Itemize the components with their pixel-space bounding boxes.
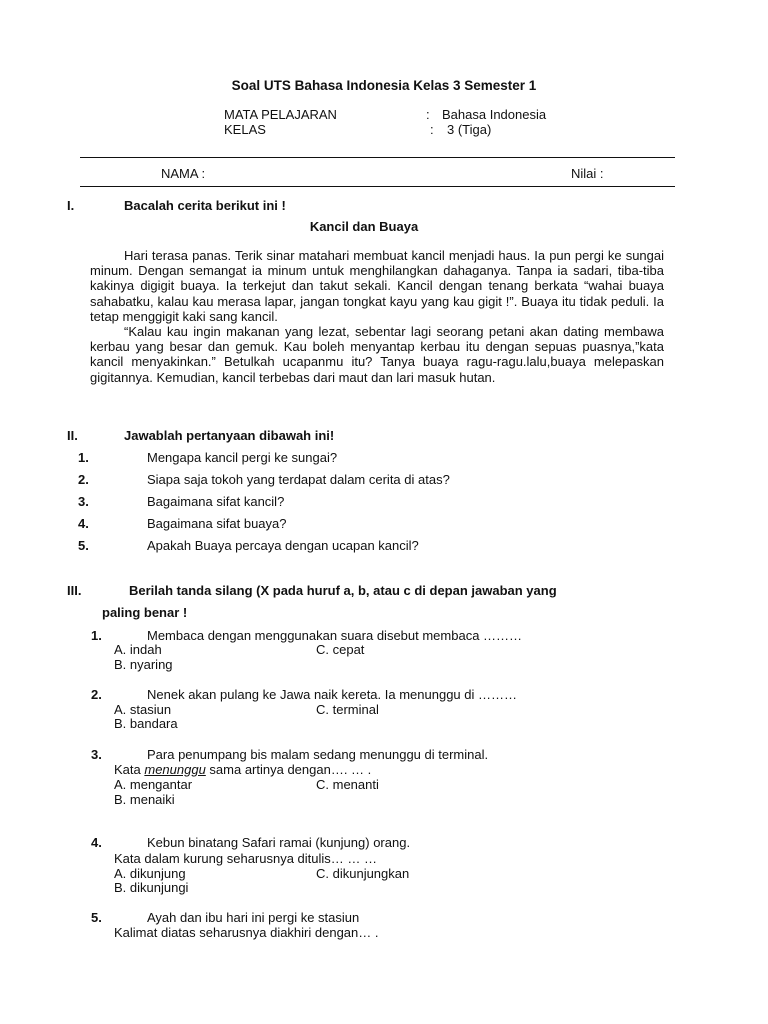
mc-question-number: 2. [91,687,102,702]
story-paragraph-2: “Kalau kau ingin makanan yang lezat, sebentar lagi seorang petani akan dating membawa kerbau yang besar dan gemuk. Kau boleh menyantap kerbau itu dengan sepuas puasnya,”kata kancil menyakinkan.” Betulkah ucapanmu itu? Tanya buaya ragu-ragu.lalu,buaya melepaskan gigitannya. Kemudian, kancil terbebas dari maut dan lari masuk hutan. [90,324,664,385]
class-value: 3 (Tiga) [447,122,492,137]
subject-value: Bahasa Indonesia [442,107,547,122]
score-field-label: Nilai : [571,166,604,181]
mc-option-c: C. dikunjungkan [316,866,410,881]
mc-option-b: B. bandara [114,716,178,731]
document-title: Soal UTS Bahasa Indonesia Kelas 3 Semester 1 [231,78,537,93]
mc-question-text: Kebun binatang Safari ramai (kunjung) orang. [147,835,411,850]
section3-instruction-line2: paling benar ! [102,605,188,620]
name-field-label: NAMA : [161,166,206,181]
subject-separator: : [426,107,430,122]
essay-question-text: Bagaimana sifat kancil? [147,494,285,509]
essay-question-number: 2. [78,472,89,487]
mc-option-c: C. terminal [316,702,379,717]
mc-question-number: 1. [91,628,102,643]
mc-question-text: Nenek akan pulang ke Jawa naik kereta. Ia menunggu di ……… [147,687,517,702]
section2-instruction: Jawablah pertanyaan dibawah ini! [124,428,335,443]
mc-question-number: 3. [91,747,102,762]
subtext-suffix: sama artinya dengan…. … . [205,762,372,777]
mc-question-subtext: Kalimat diatas seharusnya diakhiri dengan… . [114,925,379,940]
essay-question-number: 4. [78,516,89,531]
mc-option-a: A. stasiun [114,702,172,717]
section2-number: II. [67,428,78,443]
mc-option-b: B. nyaring [114,657,173,672]
subtext-prefix: Kata [114,762,145,777]
class-label: KELAS [224,122,266,137]
divider-top [80,157,675,158]
mc-option-c: C. menanti [316,777,379,792]
mc-question-number: 4. [91,835,102,850]
class-separator: : [430,122,434,137]
mc-question-text: Ayah dan ibu hari ini pergi ke stasiun [147,910,360,925]
subject-label: MATA PELAJARAN [224,107,337,122]
mc-option-b: B. menaiki [114,792,175,807]
essay-question-text: Mengapa kancil pergi ke sungai? [147,450,338,465]
section3-instruction-line1: Berilah tanda silang (X pada huruf a, b, atau c di depan jawaban yang [129,583,557,598]
essay-question-number: 3. [78,494,89,509]
mc-option-b: B. dikunjungi [114,880,189,895]
mc-option-a: A. dikunjung [114,866,186,881]
mc-question-text: Para penumpang bis malam sedang menunggu di terminal. [147,747,489,762]
mc-question-text: Membaca dengan menggunakan suara disebut membaca ……… [147,628,523,643]
mc-question-subtext: Kata dalam kurung seharusnya ditulis… … … [114,851,378,866]
mc-option-c: C. cepat [316,642,365,657]
story-paragraph-1: Hari terasa panas. Terik sinar matahari membuat kancil menjadi haus. Ia pun pergi ke sungai minum. Dengan semangat ia minum untuk menghilangkan dahaganya. Tanpa ia sadari, tiba-tiba kakinya digigit buaya. Ia terkejut dan takut sekali. Kancil dengan tenang berkata “wahai buaya sahabatku, kalau kau merasa lapar, jangan tongkat kayu yang kau gigit !”. Buaya itu tidak peduli. Ia tetap menggigit kaki sang kancil. [90,248,664,324]
mc-option-a: A. mengantar [114,777,193,792]
essay-question-text: Bagaimana sifat buaya? [147,516,287,531]
essay-question-number: 5. [78,538,89,553]
essay-question-text: Apakah Buaya percaya dengan ucapan kancil? [147,538,419,553]
section3-number: III. [67,583,82,598]
underlined-word: menunggu [144,762,206,777]
essay-question-text: Siapa saja tokoh yang terdapat dalam cerita di atas? [147,472,450,487]
section1-number: I. [67,198,75,213]
story-title: Kancil dan Buaya [309,219,419,234]
mc-option-a: A. indah [114,642,162,657]
mc-question-subtext [114,762,371,777]
mc-question-number: 5. [91,910,102,925]
story-text [90,248,664,385]
section1-instruction: Bacalah cerita berikut ini ! [124,198,286,213]
divider-bottom [80,186,675,187]
essay-question-number: 1. [78,450,89,465]
